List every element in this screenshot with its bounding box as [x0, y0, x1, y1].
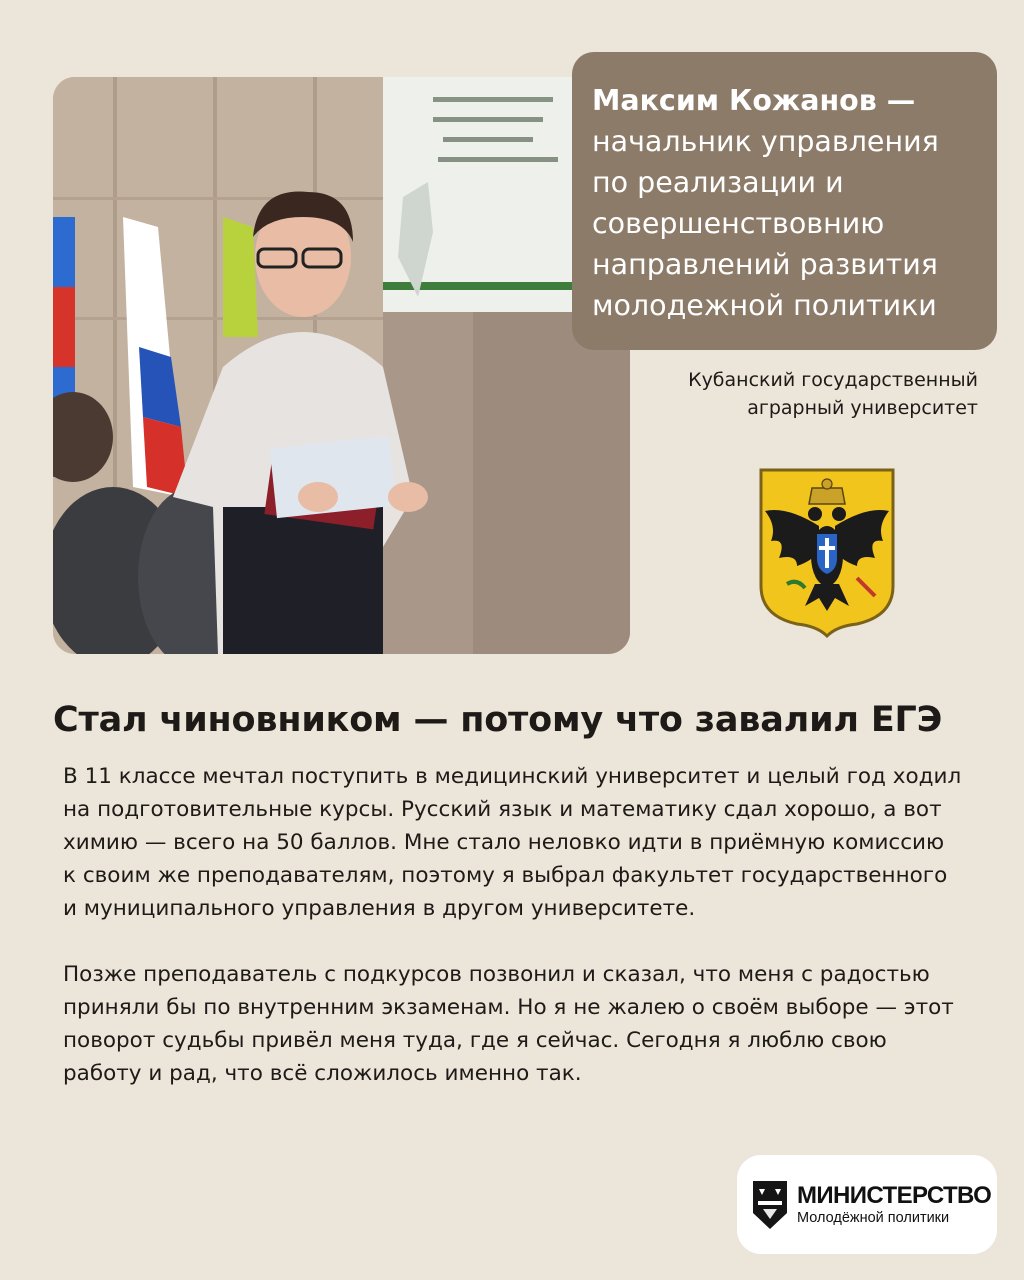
story-paragraph: В 11 классе мечтал поступить в медицинский университет и целый год ходил на подготовительные курсы. Русский язык и математику сдал хорошо, а вот химию — всего на 50 баллов. Мне стало неловко идти в приёмную комиссию к своим же преподавателям, поэтому я выбрал факультет государственного и муниципального управления в другом университете. — [63, 764, 962, 921]
story-paragraph: Позже преподаватель с подкурсов позвонил и сказал, что меня с радостью приняли бы по внутренним экзаменам. Но я не жалею о своём выборе — этот поворот судьбы привёл меня туда, где я сейчас. Сегодня я люблю свою работу и рад, что всё сложилось именно так. — [63, 962, 954, 1086]
position-line: молодежной политики — [592, 289, 937, 322]
person-name: Максим Кожанов — — [592, 84, 916, 117]
headline: Стал чиновником — потому что завалил ЕГЭ — [53, 700, 943, 740]
story-text — [63, 760, 963, 1123]
position-line: по реализации и — [592, 166, 844, 199]
name-card — [572, 52, 997, 350]
brand-subtitle: Молодёжной политики — [797, 1209, 950, 1226]
brand-title: МИНИСТЕРСТВО — [797, 1181, 992, 1209]
portrait-photo — [53, 77, 630, 654]
coat-of-arms-icon — [757, 466, 897, 638]
position-line: начальник управления — [592, 125, 939, 158]
ministry-logo-icon — [751, 1179, 789, 1231]
ministry-logo — [737, 1155, 997, 1254]
position-line: совершенствовнию — [592, 207, 885, 240]
university-name: Кубанский государственный аграрный университет — [688, 369, 978, 419]
position-line: направлений развития — [592, 248, 938, 281]
